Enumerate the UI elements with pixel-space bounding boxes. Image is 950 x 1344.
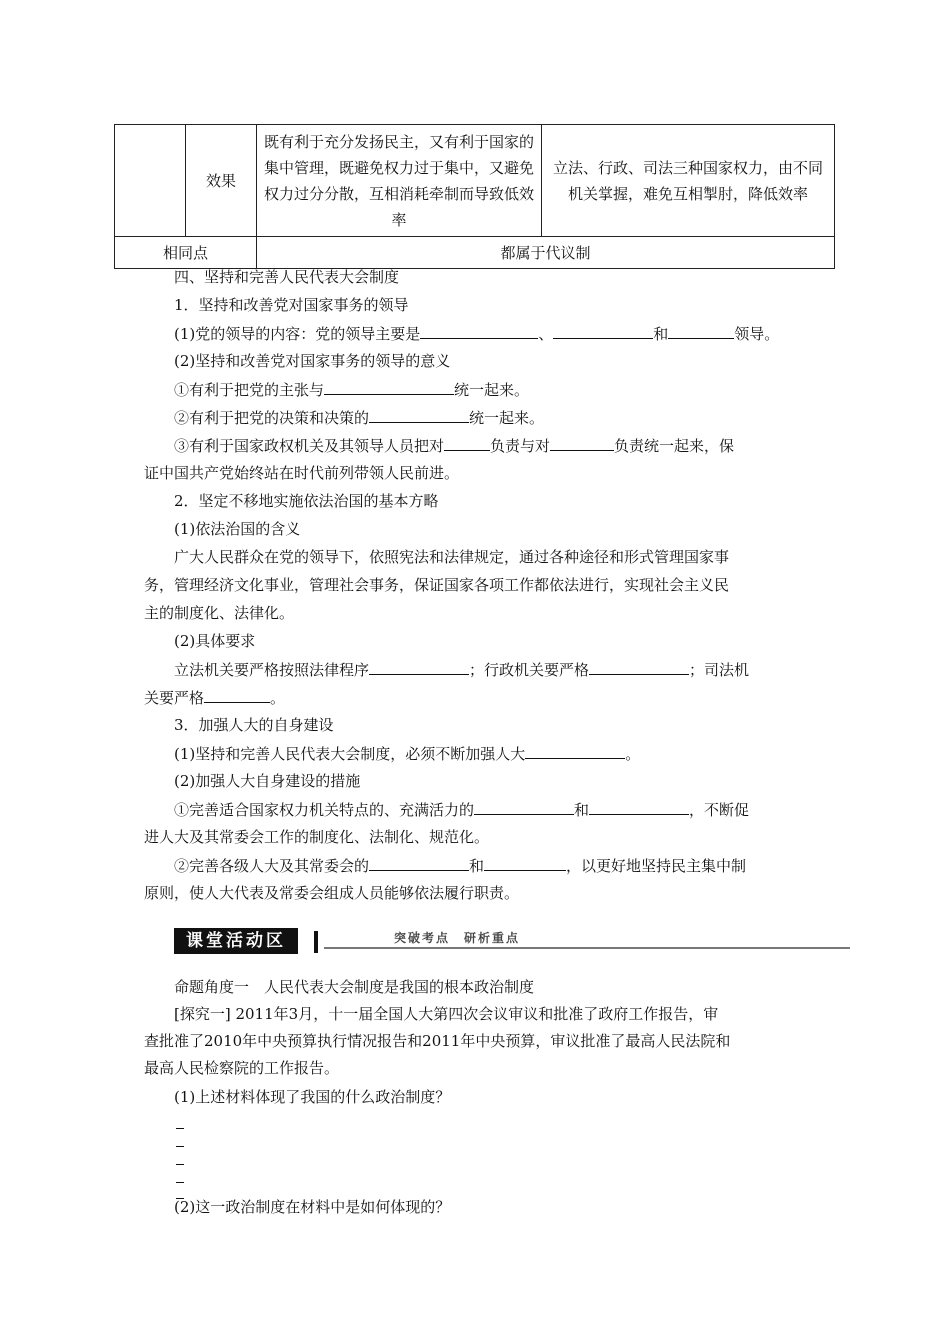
answer-blank[interactable]: [204, 686, 270, 703]
answer-blank[interactable]: [668, 322, 734, 339]
answer-line[interactable]: [176, 1182, 184, 1183]
answer-blank[interactable]: [369, 658, 469, 675]
paragraph-line: 进人大及其常委会工作的制度化、法制化、规范化。: [144, 828, 490, 846]
topic-heading: 命题角度一 人民代表大会制度是我国的根本政治制度: [174, 978, 535, 996]
answer-blank[interactable]: [474, 798, 574, 815]
answer-blank[interactable]: [369, 406, 469, 423]
answer-blank[interactable]: [324, 378, 454, 395]
fill-blank-line: (1)坚持和完善人民代表大会制度，必须不断加强人大 。: [174, 742, 640, 765]
paragraph-line: 最高人民检察院的工作报告。: [144, 1059, 340, 1077]
paragraph-line: 广大人民群众在党的领导下，依照宪法和法律规定，通过各种途径和形式管理国家事: [174, 548, 730, 566]
table-cell: 都属于代议制: [257, 237, 835, 269]
subsection-title: 3．加强人大的自身建设: [174, 716, 334, 734]
fill-blank-line: ②有利于把党的决策和决策的 统一起来。: [174, 406, 544, 429]
fill-blank-line: ②完善各级人大及其常委会的 和 ，以更好地坚持民主集中制: [174, 854, 746, 877]
subsection-item: (2)坚持和改善党对国家事务的领导的意义: [174, 352, 451, 370]
banner-subtitle: 突破考点 研析重点: [394, 931, 521, 945]
subsection-item: (1)依法治国的含义: [174, 520, 301, 538]
fill-blank-line: 立法机关要严格按照法律程序 ；行政机关要严格 ；司法机: [174, 658, 749, 681]
subsection-title: 1．坚持和改善党对国家事务的领导: [174, 296, 409, 314]
answer-blank[interactable]: [369, 854, 469, 871]
answer-line[interactable]: [176, 1164, 184, 1165]
answer-blank[interactable]: [420, 322, 538, 339]
paragraph-line: [探究一] 2011年3月，十一届全国人大第四次会议审议和批准了政府工作报告，审: [174, 1005, 719, 1023]
subsection-item: (2)加强人大自身建设的措施: [174, 772, 361, 790]
paragraph-line: 主的制度化、法律化。: [144, 604, 295, 622]
table-empty-cell: [115, 125, 186, 237]
paragraph-line: 证中国共产党始终站在时代前列带领人民前进。: [144, 464, 460, 482]
answer-line[interactable]: [176, 1128, 184, 1129]
answer-blank[interactable]: [444, 434, 490, 451]
fill-blank-line: ③有利于国家政权机关及其领导人员把对 负责与对 负责统一起来，保: [174, 434, 734, 457]
paragraph-line: 原则，使人大代表及常委会组成人员能够依法履行职责。: [144, 884, 520, 902]
fill-blank-line: ①完善适合国家权力机关特点的、充满活力的 和 ，不断促: [174, 798, 749, 821]
paragraph-line: 务，管理经济文化事业，管理社会事务，保证国家各项工作都依法进行，实现社会主义民: [144, 576, 730, 594]
subsection-title: 2．坚定不移地实施依法治国的基本方略: [174, 492, 439, 510]
fill-blank-line: (1)党的领导的内容：党的领导主要是 、 和 领导。: [174, 322, 779, 345]
answer-blank[interactable]: [550, 434, 614, 451]
banner-title: 课堂活动区: [174, 928, 298, 954]
table-row-label: 效果: [186, 125, 257, 237]
answer-blank[interactable]: [525, 742, 625, 759]
answer-blank[interactable]: [589, 658, 689, 675]
section-banner: [174, 928, 850, 956]
comparison-table: [114, 124, 835, 269]
answer-blank[interactable]: [589, 798, 689, 815]
table-cell: 立法、行政、司法三种国家权力，由不同机关掌握，难免互相掣肘，降低效率: [542, 125, 835, 237]
banner-divider: [314, 931, 318, 953]
answer-blank[interactable]: [484, 854, 566, 871]
table-row-label: 相同点: [115, 237, 257, 269]
banner-rule: [324, 947, 850, 949]
fill-blank-line: 关要严格 。: [144, 686, 285, 709]
question: (2)这一政治制度在材料中是如何体现的？: [174, 1198, 451, 1216]
paragraph-line: 查批准了2010年中央预算执行情况报告和2011年中央预算，审议批准了最高人民法院和: [144, 1032, 731, 1050]
question: (1)上述材料体现了我国的什么政治制度？: [174, 1088, 451, 1106]
subsection-item: (2)具体要求: [174, 632, 256, 650]
table-cell: 既有利于充分发扬民主，又有利于国家的集中管理，既避免权力过于集中，又避免权力过分分散，互相消耗牵制而导致低效率: [257, 125, 542, 237]
answer-line[interactable]: [176, 1146, 184, 1147]
section-heading: 四、坚持和完善人民代表大会制度: [174, 268, 400, 286]
fill-blank-line: ①有利于把党的主张与 统一起来。: [174, 378, 529, 401]
answer-blank[interactable]: [553, 322, 653, 339]
